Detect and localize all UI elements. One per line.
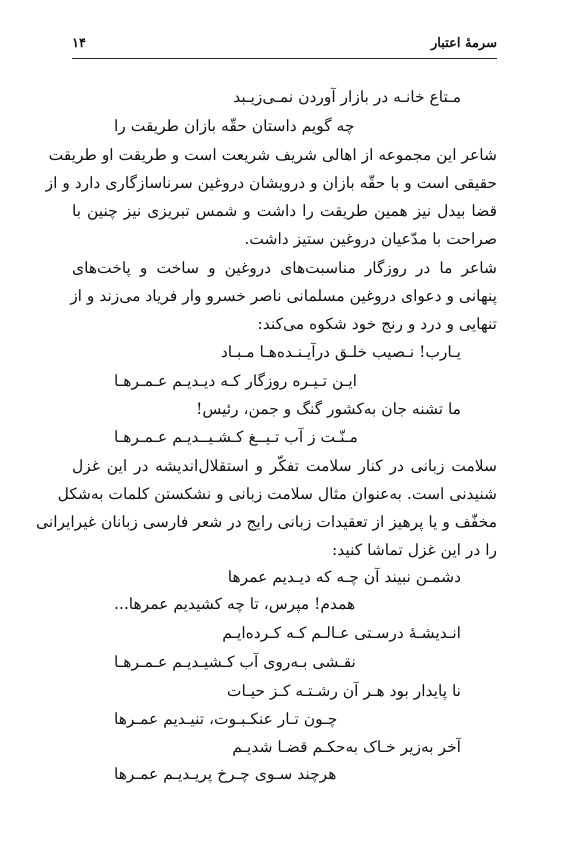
- verse-line: دشمـن نبیند آن چـه که دیـدیم عمرها: [227, 568, 461, 586]
- verse-line: مـنّـت ز آب تـیــغ کـشـیــدیـم عـمـرهـا: [114, 428, 358, 446]
- page-header: [72, 36, 497, 58]
- prose-line: مخفّف و یا پرهیز از تعقیدات زبانی رایج در شعر فارسی زبانان غیرایرانی: [35, 513, 497, 531]
- prose-line: شاعر ما در روزگار مناسبت‌های دروغین و ساخت و پاخت‌های: [72, 259, 497, 277]
- verse-line: هرچند سـوی چـرخ پریـدیـم عمـرها: [114, 765, 337, 783]
- verse-line: یـارب! نـصیب خلـق درآیـنـده‌هـا مـبـاد: [220, 343, 461, 361]
- prose-line: قضا بیدل نیز همین طریقت را داشت و شمس تبریزی نیز چنین با: [72, 202, 497, 220]
- verse-line: همدم! مپرس، تا چه کشیدیم عمرها...: [114, 595, 356, 613]
- prose-line: تنهایی و درد و رنج خود شکوه می‌کند:: [257, 315, 497, 333]
- verse-line: ایـن تـیـره روزگار کـه دیـدیـم عـمـرهـا: [114, 372, 357, 390]
- prose-line: شاعر این مجموعه از اهالی شریف شریعت است و طریقت او طریقت: [48, 146, 497, 164]
- verse-line: ما تشنه جان به‌کشور گنگ و جمن، رئیس!: [196, 400, 461, 418]
- header-rule: [72, 58, 497, 59]
- prose-line: حقیقی است و با حقّه بازان و درویشان دروغین سرناسازگاری دارد و از: [45, 174, 497, 192]
- prose-line: سلامت زبانی در کنار سلامت تفکّر و استقلال‌اندیشه در این غزل: [72, 457, 497, 475]
- verse-line: آخر به‌زیر خـاک به‌حکـم قضـا شدیـم: [232, 738, 461, 756]
- prose-line: شنیدنی است. به‌عنوان مثال سلامت زبانی و نشکستن کلمات به‌شکل: [57, 485, 497, 503]
- verse-line: مـتاع خانـه در بازار آوردن نمـی‌زیـبد: [233, 88, 461, 106]
- page-number: ۱۴: [72, 36, 86, 51]
- verse-line: چه گویم داستان حقّه بازان طریقت را: [114, 117, 355, 135]
- prose-line: پنهانی و دعوای دروغین مسلمانی ناصر خسرو وار فریاد می‌زند و از: [70, 287, 497, 305]
- verse-line: انـدیشـهٔ درسـتی عـالـم کـه کـرده‌ایـم: [222, 624, 461, 642]
- verse-line: چـون تـار عنکـبـوت، تنیـدیم عمـرها: [114, 710, 338, 728]
- verse-line: نقـشی بـه‌روی آب کـشیـدیـم عـمـرهـا: [114, 653, 356, 671]
- running-title: سرمهٔ اعتبار: [431, 36, 497, 51]
- prose-line: صراحت با مدّعیان دروغین ستیز داشت.: [244, 230, 497, 248]
- verse-line: نا پایدار بود هـر آن رشـتـه کـز حیـات: [226, 682, 461, 700]
- prose-line: را در این غزل تماشا کنید:: [332, 541, 497, 559]
